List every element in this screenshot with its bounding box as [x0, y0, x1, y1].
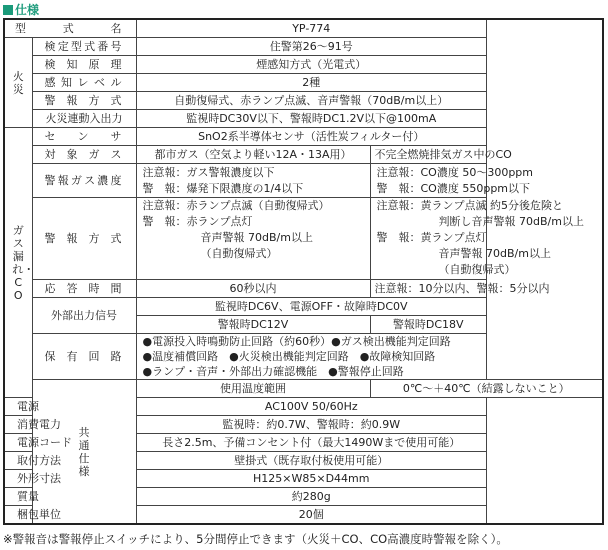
row-label: 外部出力信号 — [32, 298, 136, 334]
spec-table — [3, 18, 604, 525]
row-label: 検定型式番号 — [32, 38, 136, 56]
row-label: 火災連動入出力 — [32, 110, 136, 128]
table-row — [4, 298, 603, 316]
table-row — [4, 146, 603, 164]
row-label: 検知原理 — [32, 56, 136, 74]
row-value: 2種 — [136, 74, 487, 92]
table-row — [4, 110, 603, 128]
row-label: 対象ガス — [32, 146, 136, 164]
row-value: 煙感知方式（光電式） — [136, 56, 487, 74]
co-value: 注意報：CO濃度 50～300ppm 警 報：CO濃度 550ppm以下 — [370, 164, 487, 198]
row-value: 自動復帰式、赤ランプ点滅、音声警報（70dB/m以上） — [136, 92, 487, 110]
co-value: 不完全燃焼排気ガス中のCO — [370, 146, 487, 164]
row-label: 警報ガス濃度 — [32, 164, 136, 198]
table-row — [4, 128, 603, 146]
group-gas: ガス漏れ・CO — [4, 128, 32, 398]
row-label: 感知レベル — [32, 74, 136, 92]
co-value: 注意報：10分以内、警報：5分以内 — [370, 280, 487, 298]
row-label: 警報方式 — [32, 92, 136, 110]
output-common: 監視時DC6V、電源OFF・故障時DC0V — [136, 298, 487, 316]
row-label: 外形寸法 — [4, 470, 32, 488]
table-row — [4, 280, 603, 298]
row-value: 壁掛式（既存取付板使用可能） — [136, 452, 487, 470]
row-value: 住警第26～91号 — [136, 38, 487, 56]
model-label: 型式名 — [4, 19, 136, 38]
square-bullet-icon — [3, 5, 13, 15]
row-value: 長さ2.5m、予備コンセント付（最大1490Wまで使用可能） — [136, 434, 487, 452]
row-label: 質量 — [4, 488, 32, 506]
gas-value: 注意報：赤ランプ点滅（自動復帰式） 警 報：赤ランプ点灯 音声警報 70dB/m以上 （自動復帰式） — [136, 198, 370, 280]
table-row — [4, 74, 603, 92]
row-value: H125×W85×D44mm — [136, 470, 487, 488]
table-row — [4, 198, 603, 280]
row-label: 警報方式 — [32, 198, 136, 280]
group-common: 共通仕様 — [32, 380, 136, 525]
table-row — [4, 334, 603, 380]
row-value: 0℃～＋40℃（結露しないこと） — [370, 380, 603, 398]
row-label: 電源 — [4, 398, 32, 416]
section-title: 仕様 — [3, 1, 39, 18]
row-value: 20個 — [136, 506, 487, 525]
row-label: 電源コード — [4, 434, 32, 452]
gas-value: 都市ガス（空気より軽い12A・13A用） — [136, 146, 370, 164]
row-value: 監視時：約0.7W、警報時：約0.9W — [136, 416, 487, 434]
row-label: 応答時間 — [32, 280, 136, 298]
row-value: AC100V 50/60Hz — [136, 398, 487, 416]
row-label: 保有回路 — [32, 334, 136, 380]
row-label: 梱包単位 — [4, 506, 32, 525]
table-row — [4, 56, 603, 74]
row-label: センサ — [32, 128, 136, 146]
model-value: YP-774 — [136, 19, 487, 38]
co-value: 注意報：黄ランプ点滅 約5分後危険と 判断し音声警報 70dB/m以上 警 報：黄ランプ点灯 音声警報 70dB/m以上 （自動復帰式） — [370, 198, 487, 280]
table-row — [4, 19, 603, 38]
gas-value: 注意報：ガス警報濃度以下 警 報：爆発下限濃度の1/4以下 — [136, 164, 370, 198]
row-label: 消費電力 — [4, 416, 32, 434]
table-row — [4, 38, 603, 56]
row-label: 取付方法 — [4, 452, 32, 470]
gas-value: 警報時DC12V — [136, 316, 370, 334]
table-row — [4, 380, 603, 398]
co-value: 警報時DC18V — [370, 316, 487, 334]
table-row — [4, 92, 603, 110]
row-value: SnO2系半導体センサ（活性炭フィルター付） — [136, 128, 487, 146]
circuits-value: ●電源投入時鳴動防止回路（約60秒）●ガス検出機能判定回路 ●温度補償回路 ●火災検出機能判定回路 ●故障検知回路 ●ランプ・音声・外部出力確認機能 ●警報停止回路 — [136, 334, 487, 380]
row-value: 約280g — [136, 488, 487, 506]
table-row — [4, 164, 603, 198]
gas-value: 60秒以内 — [136, 280, 370, 298]
group-fire: 火災 — [4, 38, 32, 128]
footnote: ※警報音は警報停止スイッチにより、5分間停止できます（火災＋CO、CO高濃度時警報を除く）。 — [3, 532, 508, 546]
row-label: 使用温度範囲 — [136, 380, 370, 398]
row-value: 監視時DC30V以下、警報時DC1.2V以下@100mA — [136, 110, 487, 128]
